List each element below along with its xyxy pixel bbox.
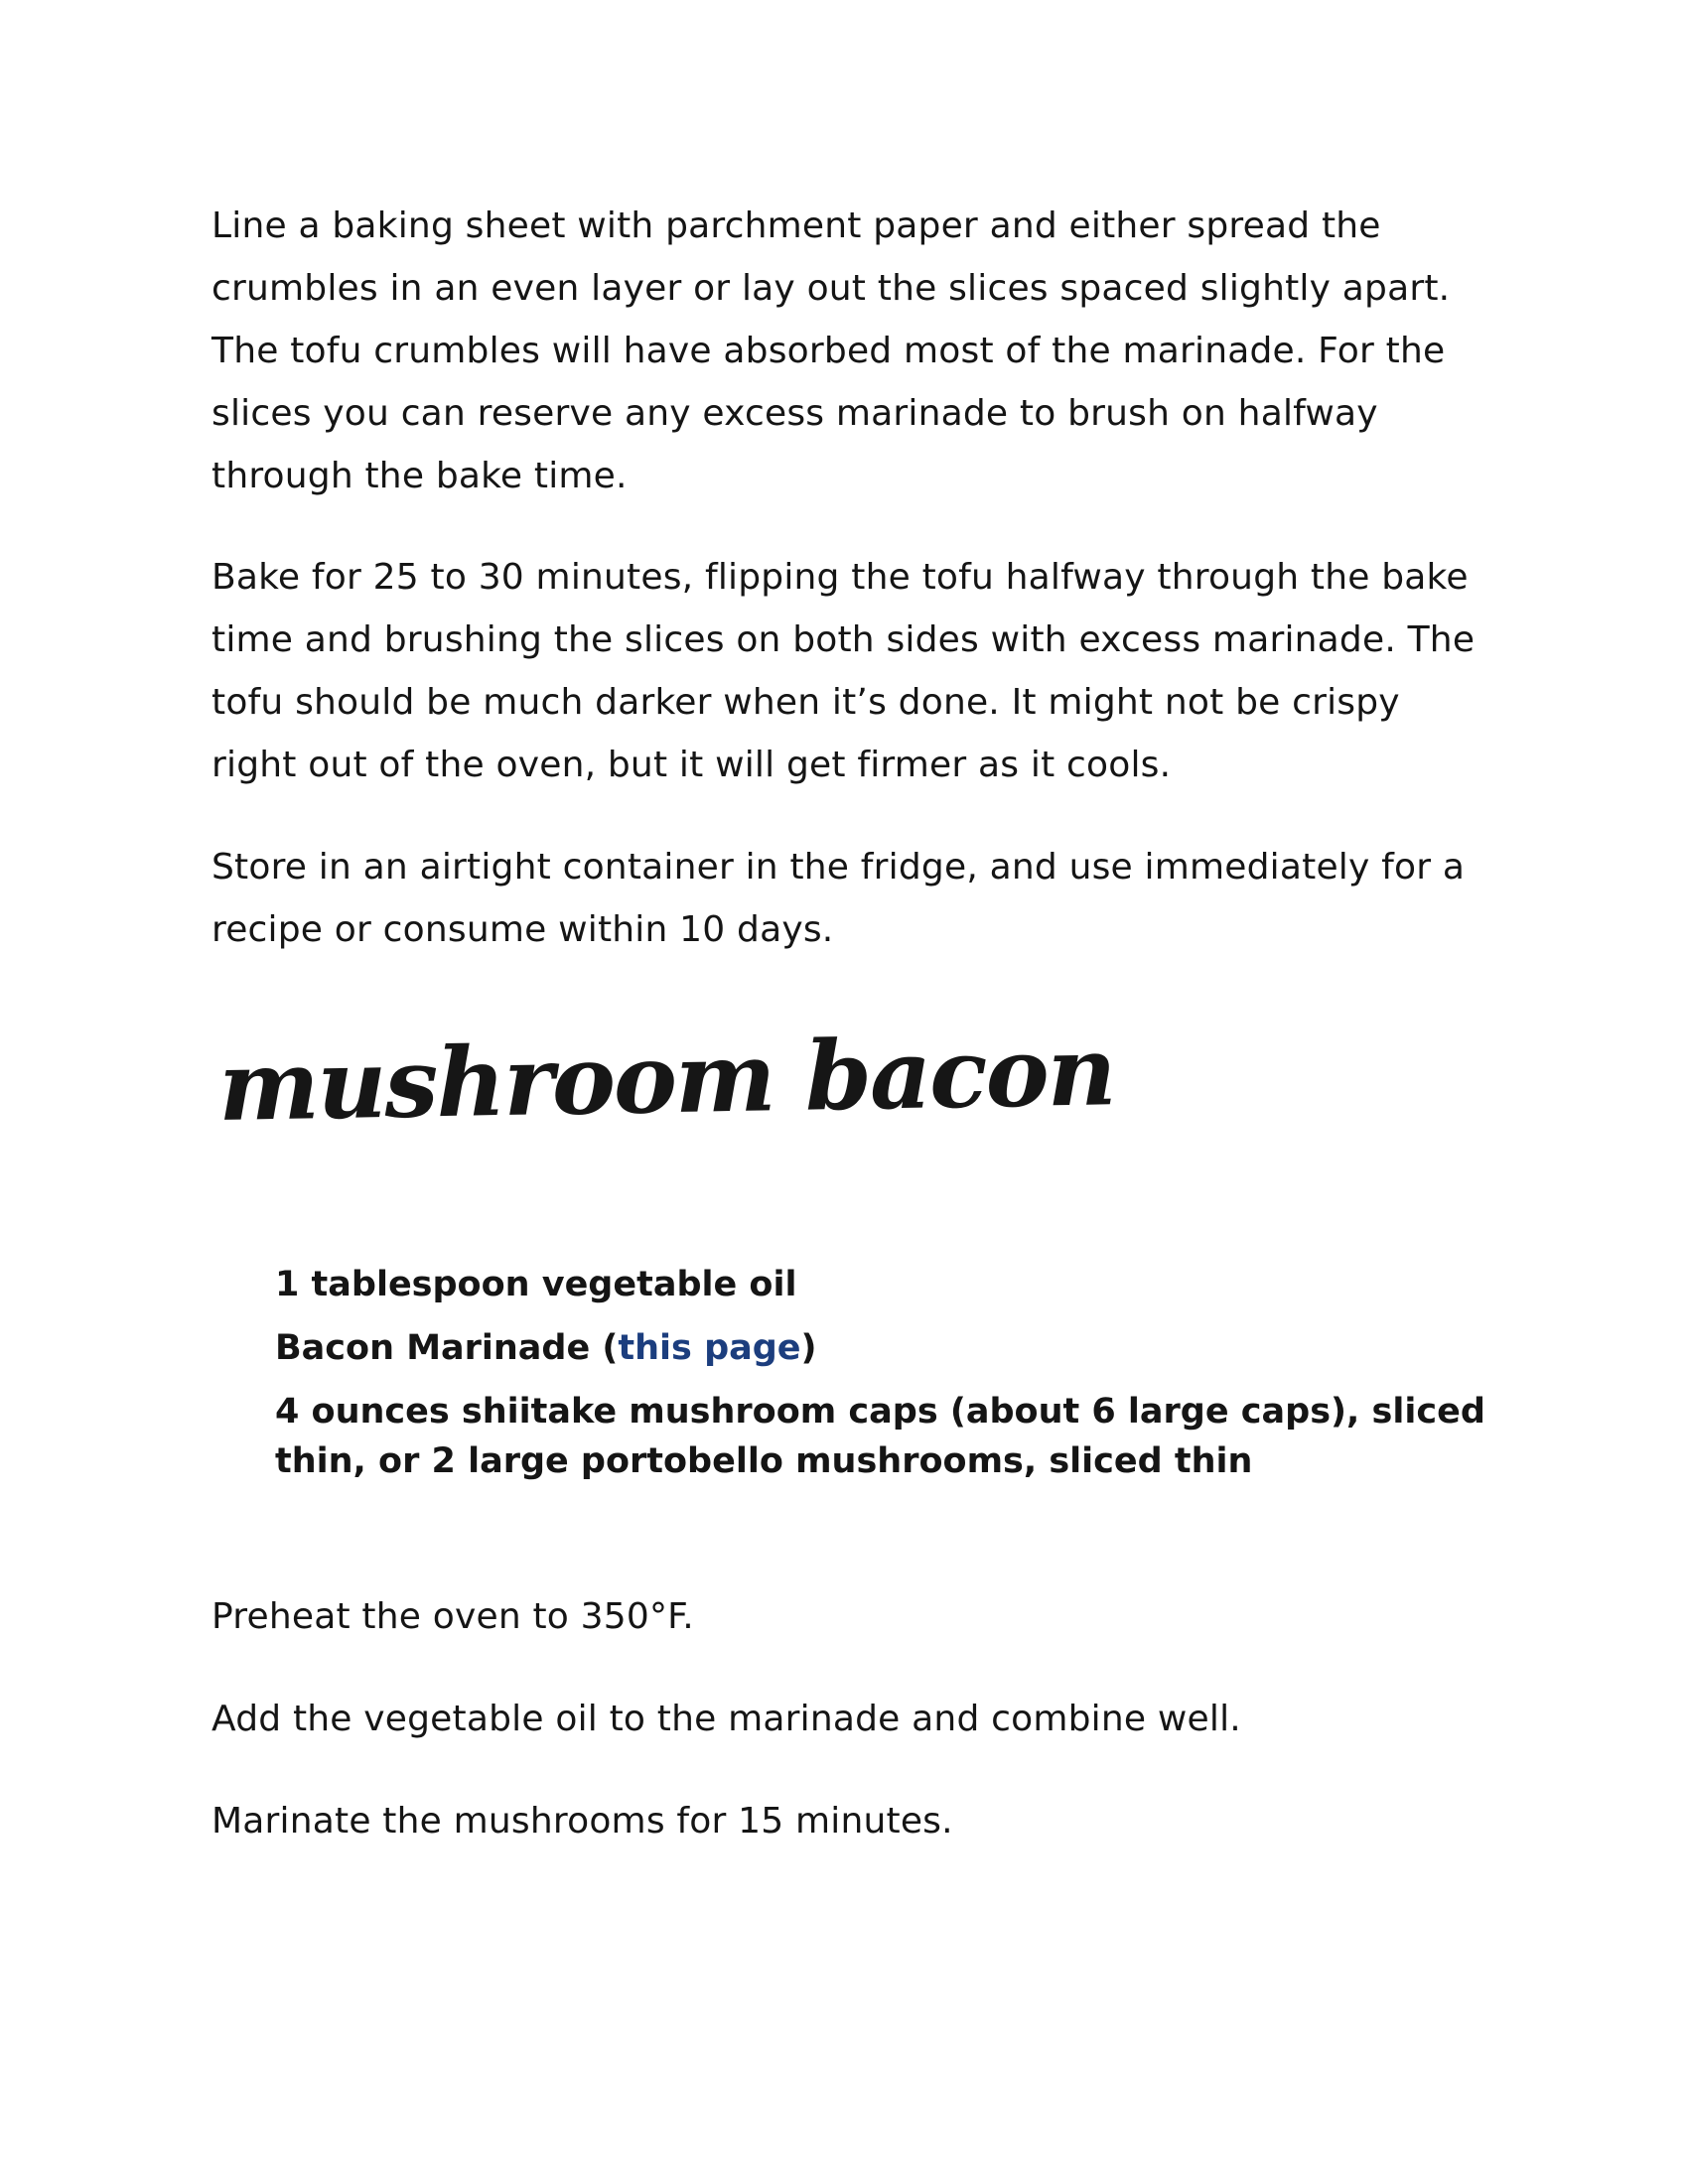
ingredient-list [275,1260,1506,1500]
paragraph-storage-instructions: Store in an airtight container in the fridge, and use immediately for a recipe or consume within 10 days. [211,847,1466,950]
ingredient-item [275,1323,1506,1373]
step-combine-oil-marinade: Add the vegetable oil to the marinade and combine well. [211,1699,1241,1739]
ingredient-text-suffix: ) [800,1328,817,1368]
paragraph-baking-instructions: Bake for 25 to 30 minutes, flipping the tofu halfway through the bake time and brushing the slices on both sides with excess marinade. The tofu should be much darker when it’s done. It might not be crispy right out of the oven, but it will get firmer as it cools. [211,557,1476,785]
ingredient-text: Bacon Marinade ( [275,1328,619,1368]
paragraph-lining-baking-sheet: Line a baking sheet with parchment paper and either spread the crumbles in an even layer or lay out the slices spaced slightly apart. The tofu crumbles will have absorbed most of the marinade. For the slices you can reserve any excess marinade to brush on halfway through the bake time. [211,205,1451,496]
step-marinate-mushrooms: Marinate the mushrooms for 15 minutes. [211,1801,953,1842]
ingredient-item [275,1260,1506,1309]
recipe-title: mushroom bacon [217,1015,1116,1143]
ingredient-text: 4 ounces shiitake mushroom caps (about 6 large caps), sliced thin, or 2 large portobello mushrooms, sliced thin [275,1392,1485,1481]
ingredient-item [275,1387,1506,1486]
step-preheat-oven: Preheat the oven to 350°F. [211,1596,694,1637]
ingredient-text: 1 tablespoon vegetable oil [275,1265,797,1304]
this-page-link[interactable]: this page [618,1328,801,1368]
